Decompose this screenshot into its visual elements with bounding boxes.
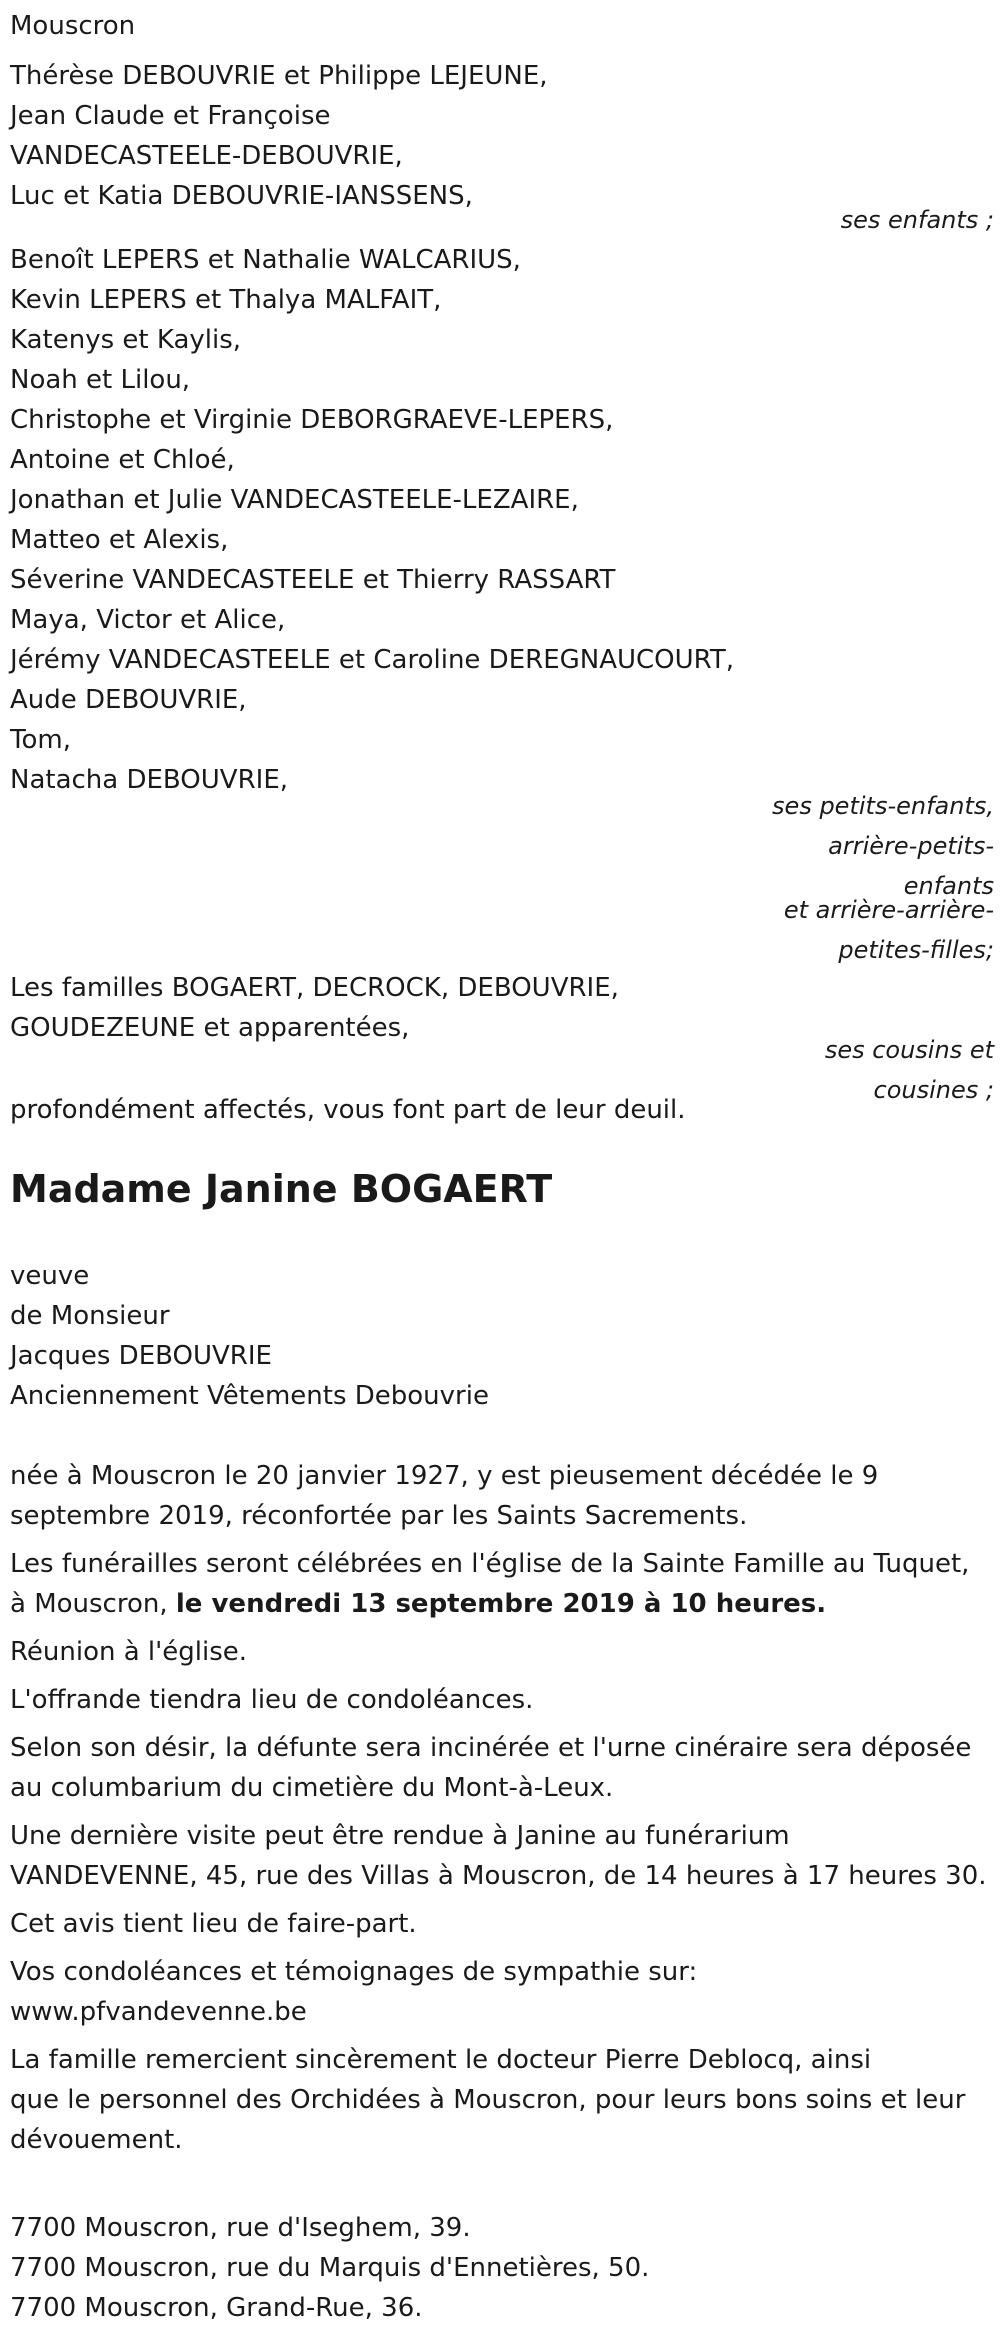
grandchild-line: Noah et Lilou, xyxy=(10,365,191,395)
closing-line: profondément affectés, vous font part de leur deuil. xyxy=(10,1095,686,1125)
grandchild-line: Natacha DEBOUVRIE, xyxy=(10,765,289,795)
cousins-line: GOUDEZEUNE et apparentées, xyxy=(10,1013,410,1043)
widow-line: veuve xyxy=(10,1261,90,1291)
thanks-line: que le personnel des Orchidées à Mouscron, pour leurs bons soins et leur xyxy=(10,2085,966,2115)
funeral-date: le vendredi 13 septembre 2019 à 10 heures. xyxy=(175,1589,827,1619)
children-relation: ses enfants ; xyxy=(840,206,994,234)
birth-death-line: née à Mouscron le 20 janvier 1927, y est pieusement décédée le 9 xyxy=(10,1461,879,1491)
cousins-relation: ses cousins et xyxy=(824,1036,994,1064)
cremation-line: Selon son désir, la défunte sera incinérée et l'urne cinéraire sera déposée xyxy=(10,1733,972,1763)
child-line: Jean Claude et Françoise xyxy=(10,101,331,131)
grandchild-line: Matteo et Alexis, xyxy=(10,525,229,555)
child-line: VANDECASTEELE-DEBOUVRIE, xyxy=(10,141,403,171)
thanks-line: dévouement. xyxy=(10,2125,183,2155)
visit-line: Une dernière visite peut être rendue à Janine au funérarium xyxy=(10,1821,790,1851)
cousins-line: Les familles BOGAERT, DECROCK, DEBOUVRIE, xyxy=(10,973,619,1003)
address-line: 7700 Mouscron, rue d'Iseghem, 39. xyxy=(10,2213,471,2243)
visit-line: VANDEVENNE, 45, rue des Villas à Mouscron, de 14 heures à 17 heures 30. xyxy=(10,1861,987,1891)
grandchild-line: Christophe et Virginie DEBORGRAEVE-LEPERS, xyxy=(10,405,614,435)
cousins-relation: cousines ; xyxy=(873,1076,994,1104)
grandchild-line: Antoine et Chloé, xyxy=(10,445,235,475)
funeral-line: Les funérailles seront célébrées en l'église de la Sainte Famille au Tuquet, xyxy=(10,1549,970,1579)
notice-line: Cet avis tient lieu de faire-part. xyxy=(10,1909,417,1939)
offering-line: L'offrande tiendra lieu de condoléances. xyxy=(10,1685,534,1715)
address-line: 7700 Mouscron, rue du Marquis d'Ennetières, 50. xyxy=(10,2253,650,2283)
grandchild-line: Kevin LEPERS et Thalya MALFAIT, xyxy=(10,285,442,315)
address-line: 7700 Mouscron, Grand-Rue, 36. xyxy=(10,2293,423,2323)
widow-line: Jacques DEBOUVRIE xyxy=(10,1341,272,1371)
child-line: Luc et Katia DEBOUVRIE-IANSSENS, xyxy=(10,181,473,211)
grandchild-line: Séverine VANDECASTEELE et Thierry RASSART xyxy=(10,565,616,595)
birth-death-line: septembre 2019, réconfortée par les Saints Sacrements. xyxy=(10,1501,748,1531)
condolences-line: Vos condoléances et témoignages de sympathie sur: xyxy=(10,1957,698,1987)
deceased-name: Madame Janine BOGAERT xyxy=(10,1167,553,1211)
child-line: Thérèse DEBOUVRIE et Philippe LEJEUNE, xyxy=(10,61,548,91)
grandchild-line: Jonathan et Julie VANDECASTEELE-LEZAIRE, xyxy=(10,485,579,515)
widow-line: Anciennement Vêtements Debouvrie xyxy=(10,1381,489,1411)
grandchild-line: Maya, Victor et Alice, xyxy=(10,605,286,635)
funeral-date-line xyxy=(10,1584,826,1624)
thanks-line: La famille remercient sincèrement le docteur Pierre Deblocq, ainsi xyxy=(10,2045,872,2075)
grandchild-line: Benoît LEPERS et Nathalie WALCARIUS, xyxy=(10,245,521,275)
grandchild-line: Jérémy VANDECASTEELE et Caroline DEREGNAUCOURT, xyxy=(10,645,735,675)
grandchildren-relation: enfants xyxy=(903,872,994,900)
funeral-place: à Mouscron, xyxy=(10,1589,176,1619)
cremation-line: au columbarium du cimetière du Mont-à-Leux. xyxy=(10,1773,614,1803)
grandchild-line: Aude DEBOUVRIE, xyxy=(10,685,247,715)
grandchildren-relation: et arrière-arrière- xyxy=(783,896,994,924)
city-header: Mouscron xyxy=(10,11,136,41)
meeting-line: Réunion à l'église. xyxy=(10,1637,248,1667)
grandchildren-relation: petites-filles; xyxy=(838,936,994,964)
grandchild-line: Tom, xyxy=(10,725,71,755)
grandchildren-relation: arrière-petits- xyxy=(828,832,994,860)
grandchildren-relation: ses petits-enfants, xyxy=(772,792,994,820)
widow-line: de Monsieur xyxy=(10,1301,170,1331)
grandchild-line: Katenys et Kaylis, xyxy=(10,325,242,355)
condolences-url[interactable]: www.pfvandevenne.be xyxy=(10,1997,307,2027)
